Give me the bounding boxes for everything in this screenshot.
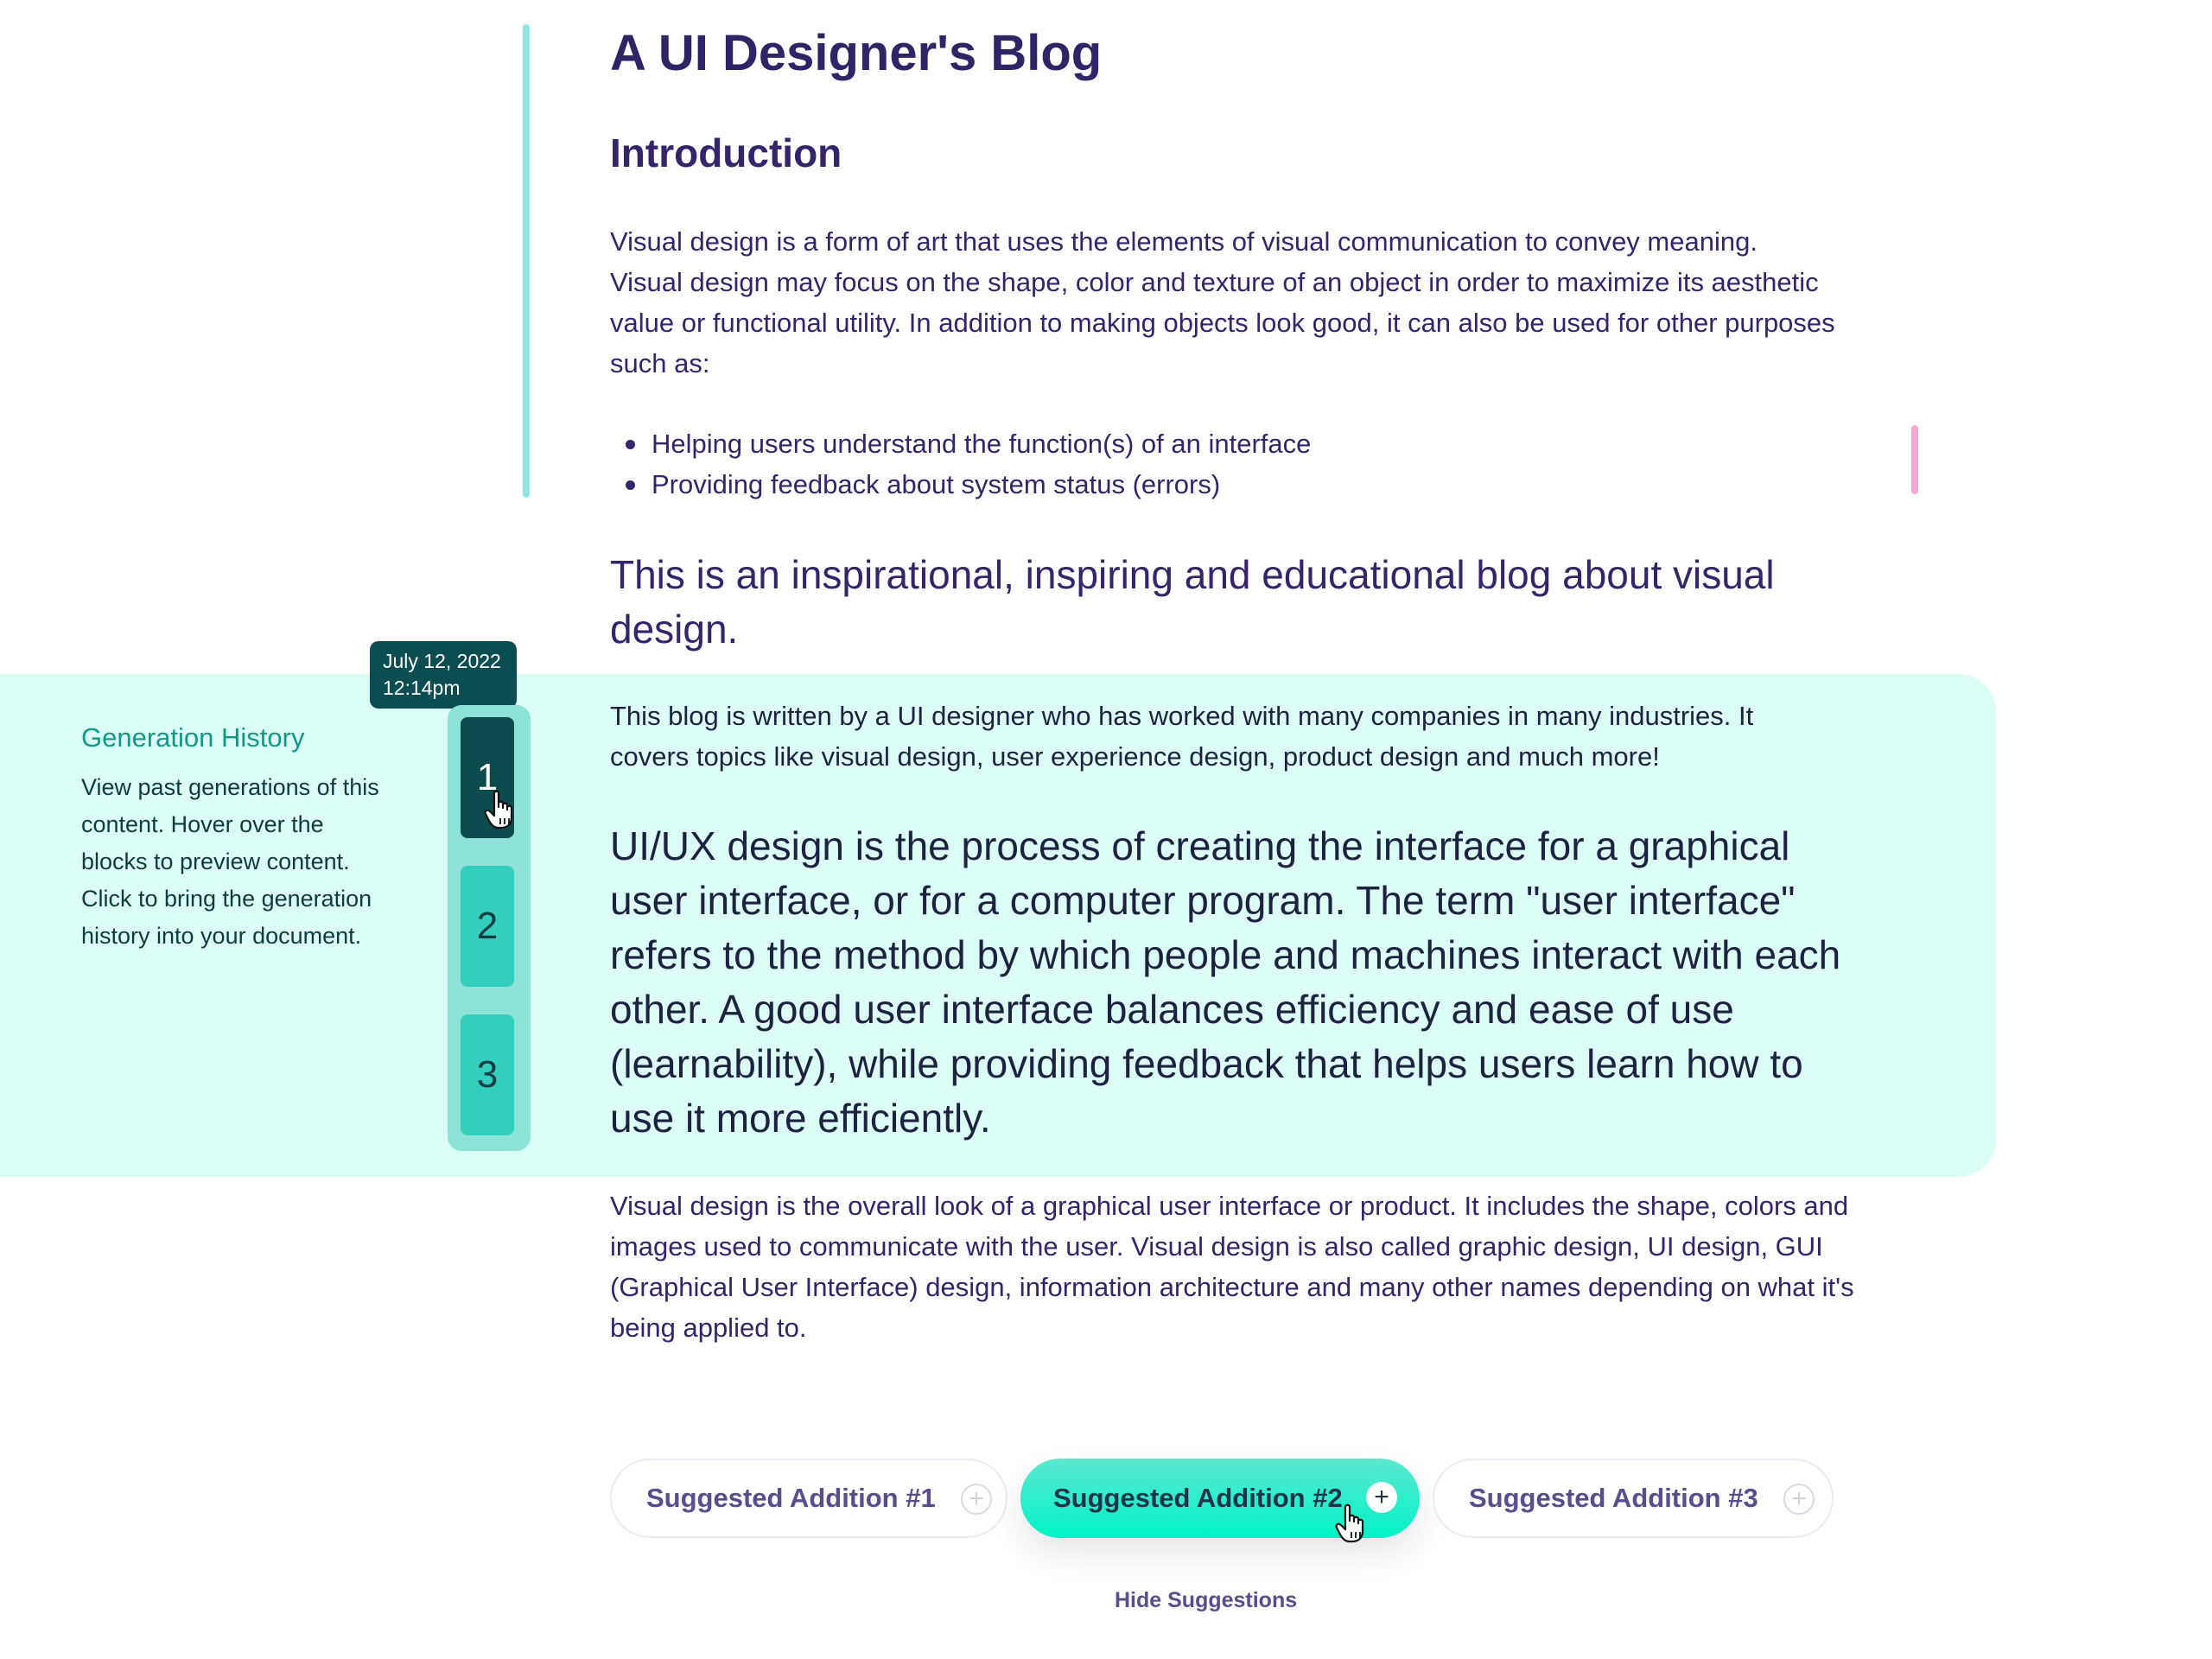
- history-block-1[interactable]: 1: [461, 717, 514, 838]
- hide-suggestions-link[interactable]: Hide Suggestions: [1115, 1588, 1298, 1612]
- highlighted-large-paragraph: UI/UX design is the process of creating the interface for a graphical user interface, or for a computer program. The term "user interface" refers to the method by which people and machines interact with each other. A good user interface balances efficiency and ease of use (learnability), while providing feedback that helps users learn how to use it more efficiently.: [610, 823, 1841, 1141]
- hand-pointer-icon: [484, 790, 518, 830]
- closing-paragraph: Visual design is the overall look of a graphical user interface or product. It includes the shape, colors and images used to communicate with the user. Visual design is also called graphic design, UI design, GUI (Graphical User Interface) design, information architecture and many other names depending on what it's being applied to.: [610, 1191, 1854, 1343]
- list-item: Helping users understand the function(s) of an interface: [610, 423, 1311, 464]
- plus-circle-icon[interactable]: +: [1366, 1482, 1397, 1513]
- history-blocks-track: [448, 705, 531, 1151]
- tooltip-date: July 12, 2022: [383, 650, 501, 672]
- suggestion-label: Suggested Addition #1: [646, 1483, 936, 1513]
- bullet-list: [610, 423, 1311, 505]
- history-block-3[interactable]: 3: [461, 1014, 514, 1135]
- suggested-addition-3-button[interactable]: [1433, 1459, 1834, 1538]
- generation-history-description: View past generations of this content. Hover over the blocks to preview content. Click to bring the generation history into your document.: [81, 774, 379, 949]
- history-tooltip: [370, 641, 517, 709]
- highlighted-paragraph: This blog is written by a UI designer who has worked with many companies in many industries. It covers topics like visual design, user experience design, product design and much more!: [610, 701, 1754, 772]
- history-block-2[interactable]: 2: [461, 866, 514, 987]
- section-heading: This is an inspirational, inspiring and educational blog about visual design.: [610, 552, 1775, 652]
- plus-circle-icon[interactable]: +: [961, 1484, 992, 1515]
- plus-circle-icon[interactable]: +: [1783, 1484, 1815, 1515]
- suggested-addition-1-button[interactable]: [610, 1459, 1007, 1538]
- intro-paragraph: Visual design is a form of art that uses the elements of visual communication to convey meaning. Visual design may focus on the shape, color and texture of an object in order to maximize its aesthetic value or functional utility. In addition to making objects look good, it can also be used for other purposes such as:: [610, 226, 1835, 378]
- section-indicator-bar: [523, 24, 530, 498]
- tooltip-time: 12:14pm: [383, 677, 461, 699]
- comment-marker[interactable]: [1911, 425, 1918, 494]
- page-title: A UI Designer's Blog: [610, 25, 1103, 81]
- suggestion-label: Suggested Addition #3: [1469, 1483, 1758, 1513]
- generation-history-title: Generation History: [81, 722, 305, 753]
- intro-heading: Introduction: [610, 130, 842, 175]
- list-item: Providing feedback about system status (errors): [610, 464, 1311, 505]
- hand-pointer-icon: [1335, 1503, 1370, 1543]
- suggestion-label: Suggested Addition #2: [1053, 1483, 1343, 1513]
